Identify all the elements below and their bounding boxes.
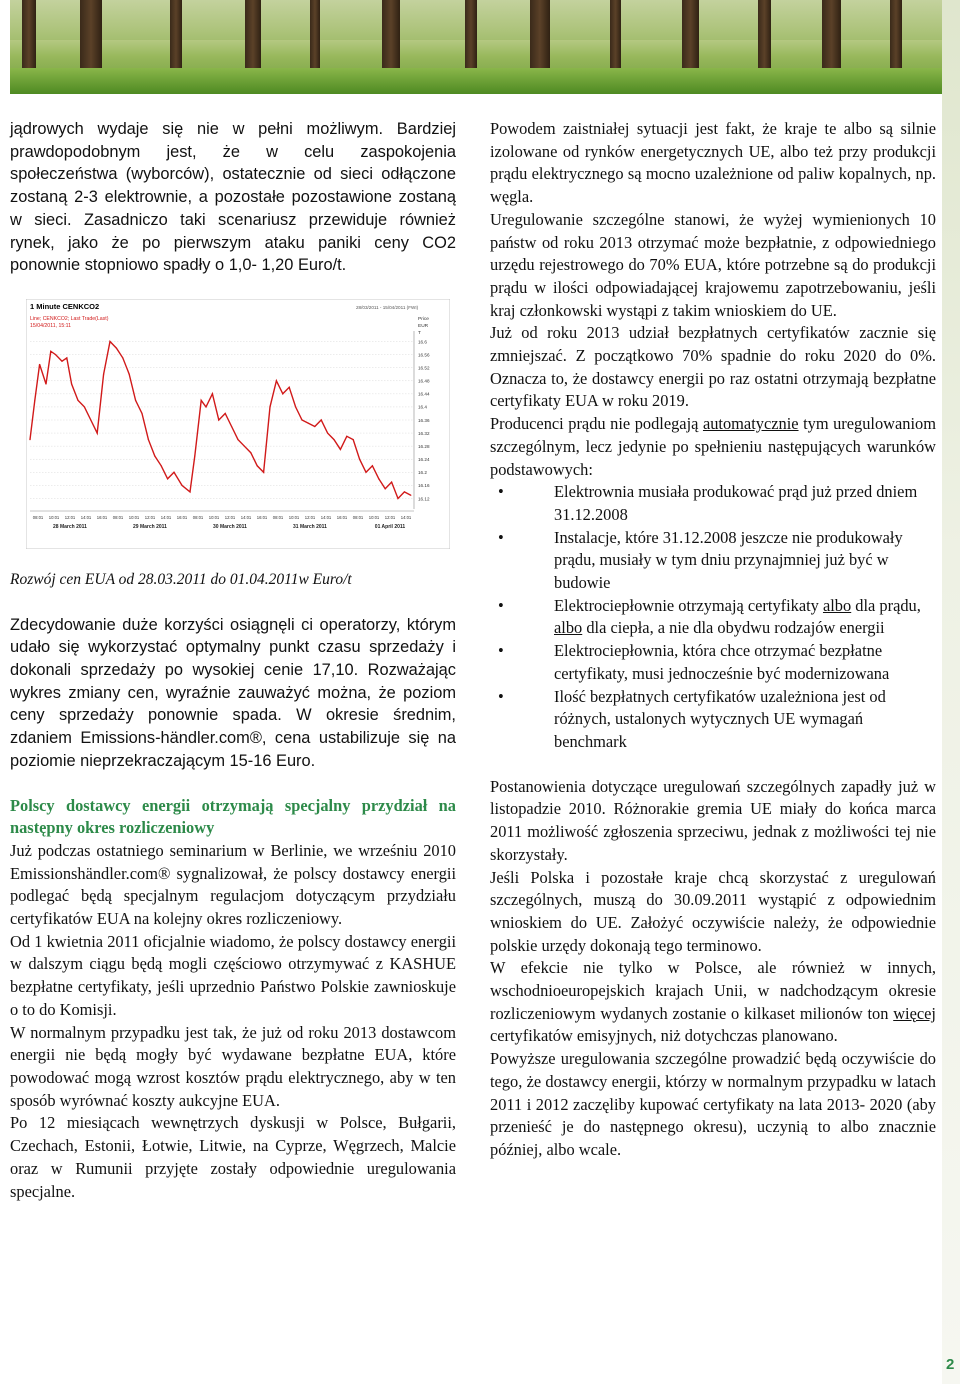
y-tick-label: 16.4 [418,404,427,410]
data-point [77,400,78,401]
data-point [301,419,302,420]
x-tick-label: 08:01 [192,514,204,520]
y-tick-label: 16.12 [418,496,430,502]
data-point [181,485,182,486]
data-point [237,439,238,440]
data-point [90,419,91,420]
list-item-text: Ilość bezpłatnych certyfikatów uzależniona jest od różnych, ustalonych wytycznych UE wymagań benchmark [554,686,886,751]
data-point [397,498,398,499]
list-item [490,527,936,595]
x-tick-label: 14:01 [400,514,412,520]
chart-price-unit: EUR [418,323,429,329]
data-point [205,406,206,407]
data-point [378,478,379,479]
data-point [194,455,195,456]
side-decoration [942,0,960,1384]
y-tick-label: 16.52 [418,365,430,371]
right-paragraph-2: Uregulowanie szczególne stanowi, że wyżej wymienionych 10 państw od roku 2013 otrzymać może bezpłatnie, z odpowiedniego urzędu rejestrowego do 70% EUA, które potrzebne są do produkcji prądu w ilości odpowiadającej krajowemu zapotrzebowaniu, jeśli kraj członkowski wystąpi z takim wnioskiem do UE. [490,209,936,320]
x-tick-label: 08:01 [352,514,364,520]
bullet-icon: • [498,482,504,502]
data-point [116,347,117,348]
data-point [404,491,405,492]
data-point [340,449,341,450]
left-paragraph-1: jądrowych wydaje się nie w pełni możliwym. Bardziej prawdopodobnym jest, że w celu zaspokojenia społeczeństwa (wyborców), ostatecznie od sieci odłączone zostaną 2-3 elektrownie, a pozostałe pozostawione zostaną w sieci. Zasadniczo taki scenariusz przewiduje również rynek, jako że po pierwszym ataku paniki ceny CO2 ponownie stopniowo spadły o 1,0- 1,20 Euro/t. [10,120,456,275]
right-paragraph-4 [490,413,936,481]
data-point [61,360,62,361]
list-item-text: Elektrociepłownia, która chce otrzymać bezpłatne certyfikaty, musi jednocześnie być modernizowana [554,641,890,683]
right-paragraph-5: Postanowienia dotyczące uregulowań szczególnych zapadły już w listopadzie 2010. Różnorakie gremia UE miały do końca marca 2011 możliwość zgłoszenia sprzeciwu, jednak z możliwości tej nie skorzystały. [490,776,936,864]
left-paragraph-4: Od 1 kwietnia 2011 oficjalnie wiadomo, że polscy dostawcy energii w dalszym ciągu będą mogli częściowo otrzymywać z KASHUE bezpłatne certyfikaty, jeśli uprzednio Państwo Polskie zawnioskuje o to do Komisji. [10,931,456,1019]
y-tick-label: 16.28 [418,443,430,449]
data-point [212,393,213,394]
data-point [257,465,258,466]
data-point [321,419,322,420]
chart-caption: Rozwój cen EUA od 28.03.2011 do 01.04.2011w Euro/t [10,570,352,588]
y-tick-label: 16.32 [418,430,430,436]
list-item [490,640,936,685]
section-heading: Polscy dostawcy energii otrzymają specjalny przydział na następny okres rozliczeniowy [10,795,456,838]
left-paragraph-5: W normalnym przypadku jest tak, że już od roku 2013 dostawcom energii nie będą mogły być wydawane bezpłatne EUA, które powodować mogą wzrost kosztów prądu elektrycznego, aby w ten sposób wyrównać koszty aukcyjne EUA. [10,1022,456,1110]
x-tick-label: 14:01 [80,514,92,520]
data-point [346,436,347,437]
banner-grass [10,68,942,94]
data-point [365,472,366,473]
x-tick-label: 16:01 [256,514,268,520]
bullet-icon: • [498,595,504,615]
bullet-icon: • [498,686,504,706]
x-day-label: 30 March 2011 [213,523,247,530]
x-tick-label: 10:01 [48,514,60,520]
forest-banner [10,0,942,94]
p7-text-start: W efekcie nie tylko w Polsce, ale również w innych, wschodnioeuropejskich krajach Unii, w nadchodzącym okresie rozliczeniowym wydanych zostanie o kilkaset milionów ton [490,958,936,1023]
p4-text-end: tym uregulowaniom szczególnym, lecz jedynie po spełnieniu następujących warunków podstawowych: [490,414,936,479]
x-tick-label: 12:01 [304,514,316,520]
data-point [218,419,219,420]
chart-svg [26,299,450,549]
x-day-label: 31 March 2011 [293,523,327,530]
data-point [231,426,232,427]
x-tick-label: 08:01 [112,514,124,520]
conditions-list [490,481,936,753]
data-point [372,465,373,466]
left-column [10,118,456,1203]
y-tick-label: 16.56 [418,352,430,358]
y-tick-label: 16.6 [418,339,427,345]
chart-subtitle-date: 15/04/2011, 15:11 [30,322,72,329]
y-tick-label: 16.48 [418,378,430,384]
data-point [189,491,190,492]
data-point [173,472,174,473]
data-point [244,445,245,446]
x-day-label: 28 March 2011 [53,523,87,530]
data-point [122,357,123,358]
data-point [385,488,386,489]
list-item-text: Instalacje, które 31.12.2008 jeszcze nie produkowały prądu, musiały w tym dniu przynajmniej już być w budowie [554,527,903,593]
list-item [490,481,936,526]
list-item-text-part: dla ciepła, a nie dla obydwu rodzajów energii [582,618,885,638]
page-number: 2 [946,1356,955,1373]
chart-price-label: Price [418,316,429,322]
data-point [289,387,290,388]
data-point [141,413,142,414]
y-tick-label: 16.16 [418,483,430,489]
x-tick-label: 14:01 [320,514,332,520]
x-tick-label: 14:01 [240,514,252,520]
data-point [276,380,277,381]
data-point [263,472,264,473]
y-tick-label: 16.24 [418,456,430,462]
right-paragraph-1: Powodem zaistniałej sytuacji jest fakt, że kraje te albo są silnie izolowane od rynków energetycznych UE, albo też przy produkcji prądu elektrycznego są mocno uzależnione od paliw kopalnych, np. węgla. [490,119,936,207]
data-point [391,481,392,482]
chart-frame [26,299,450,549]
data-point [29,439,30,440]
data-point [103,374,104,375]
data-point [359,459,360,460]
data-point [148,439,149,440]
x-tick-label: 10:01 [368,514,380,520]
x-tick-label: 14:01 [160,514,172,520]
data-point [269,406,270,407]
chart-title: 1 Minute CENKCO2 [30,301,100,311]
left-paragraph-2: Zdecydowanie duże korzyści osiągnęli ci operatorzy, którym udało się wykorzystać optymalny punkt czasu sprzedaży i dokonali sprzedaży po wysokiej cenie 17,10. Rozważając wykres zmiany cen, wyraźnie zauważyć można, że poziom ceny sprzedaży ponownie spada. W okresie średnim, zdaniem Emissions-händler.com®, cena ustabilizuje się na poziomie nieprzekraczającym 15-16 Euro. [10,615,456,770]
list-item-text-part: Elektrociepłownie otrzymają certyfikaty [554,595,823,615]
right-paragraph-8: Powyższe uregulowania szczególne prowadzić będą oczywiście do tego, że dostawcy energii, którzy w normalnym przypadku w latach 2011 i 2012 zaczęliby kupować certyfikaty na lata 2013- 2020 (aby przenieść je do następnego okresu), uczynią to albo znacznie później, albo wcale. [490,1049,936,1159]
list-item [490,686,936,754]
data-point [50,351,51,352]
data-point [55,354,56,355]
data-point [250,452,251,453]
list-item [490,595,936,640]
right-paragraph-6: Jeśli Polska i pozostałe kraje chcą skorzystać z uregulowań szczególnych, muszą do 30.09.2011 wystąpić z odpowiednim wnioskiem do UE. Założyć oczywiście należy, że odpowiednie polskie urzędy dokonają tego terminowo. [490,867,936,955]
y-tick-label: 16.44 [418,391,430,397]
eua-price-chart [26,299,450,549]
data-point [327,432,328,433]
left-paragraph-6: Po 12 miesiącach wewnętrzych dyskusji w Polsce, Bułgarii, Czechach, Estonii, Łotwie, Litwie, na Cyprze, Węgrzech, Malcie oraz w Rumunii przyjęte zostały odpowiednie uregulowania specjalne. [10,1113,456,1201]
list-item-text: Elektrownia musiała produkować prąd już przed dniem 31.12.2008 [554,482,918,524]
data-point [84,406,85,407]
data-point [129,374,130,375]
underlined-word-albo: albo [822,595,852,615]
x-tick-label: 12:01 [144,514,156,520]
underlined-word-automatycznie: automatycznie [702,414,799,434]
left-paragraph-3: Już podczas ostatniego seminarium w Berlinie, we wrześniu 2010 Emissionshändler.com® sygnalizował, że polscy dostawcy energii podlegać będą specjalnym regulacjom dotyczącym przydziału certyfikatów EUA na kolejny okres rozliczeniowy. [10,840,456,929]
p4-text-start: Producenci prądu nie podlegają [490,414,703,434]
x-tick-label: 16:01 [96,514,108,520]
data-point [314,426,315,427]
data-point [34,400,35,401]
data-point [45,383,46,384]
data-point [308,423,309,424]
data-point [295,406,296,407]
data-point [201,400,202,401]
bullet-icon: • [498,527,504,547]
data-point [135,400,136,401]
right-paragraph-3: Już od roku 2013 udział bezpłatnych certyfikatów zacznie się zmniejszać. Z początkowo 70% spadnie do roku 2020 do 0%. Oznacza to, że dostawcy energii po raz ostatni otrzymają bezpłatne certyfikaty EUA w roku 2019. [490,323,936,411]
x-tick-label: 12:01 [64,514,76,520]
x-tick-label: 10:01 [288,514,300,520]
data-point [71,383,72,384]
x-tick-label: 08:01 [272,514,284,520]
x-tick-label: 16:01 [336,514,348,520]
x-tick-label: 16:01 [176,514,188,520]
data-point [154,455,155,456]
right-paragraph-7 [490,957,936,1048]
x-day-label: 01 April 2011 [374,523,406,530]
data-point [66,357,67,358]
x-tick-label: 12:01 [384,514,396,520]
x-tick-label: 10:01 [128,514,140,520]
right-column [490,118,936,1162]
data-point [167,478,168,479]
data-point [410,495,411,496]
data-point [161,465,162,466]
data-point [333,439,334,440]
data-point [97,432,98,433]
chart-price-unit-2: T [418,330,421,336]
list-item-text-part: dla prądu, [851,595,921,615]
x-tick-label: 12:01 [224,514,236,520]
chart-subtitle: Line; CENKCO2; Last Trade(Last) [30,315,109,322]
data-point [282,393,283,394]
data-point [109,341,110,342]
p7-text-end: certyfikatów emisyjnych, niż dotychczas planowano. [490,1026,838,1046]
y-tick-label: 16.2 [418,470,427,476]
x-day-label: 29 March 2011 [133,523,167,530]
data-point [353,439,354,440]
underlined-word-albo: albo [554,618,583,638]
chart-header-range: 28/03/2011 - 15/04/2011 (FWI) [356,304,419,310]
data-point [39,364,40,365]
data-point [225,413,226,414]
x-tick-label: 10:01 [208,514,220,520]
bullet-icon: • [498,641,504,661]
x-tick-label: 08:01 [32,514,44,520]
y-tick-label: 16.36 [418,417,430,423]
underlined-word-wiecej: więcej [893,1003,936,1023]
